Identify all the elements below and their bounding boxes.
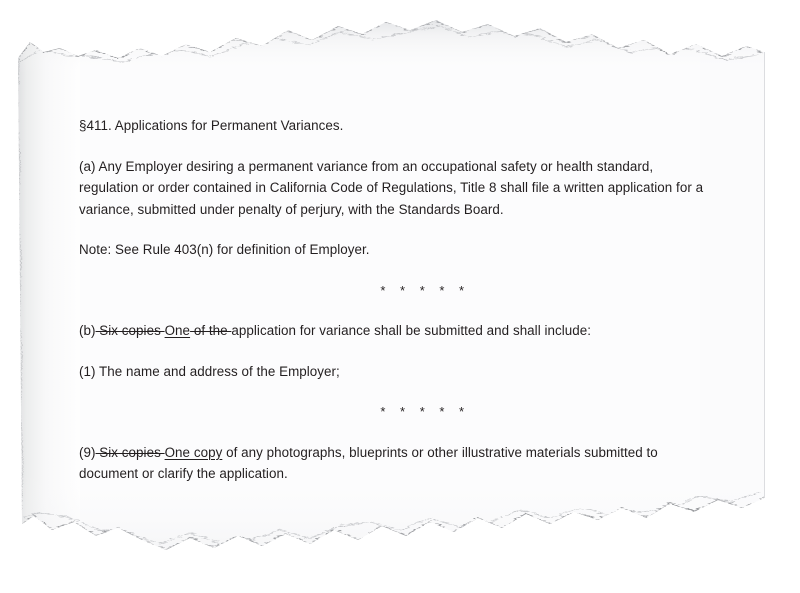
asterisk-separator-2: * * * * * <box>380 404 470 419</box>
asterisk-separator-1: * * * * * <box>380 282 470 298</box>
paragraph-9-struck-text-1: Six copies <box>95 444 165 460</box>
paragraph-b-inserted-text-1: One <box>164 323 191 338</box>
note-line: Note: See Rule 403(n) for definition of Employer. <box>79 242 370 257</box>
paragraph-9-inserted-text-1: One copy <box>164 444 223 460</box>
section-heading: §411. Applications for Permanent Variances. <box>79 118 344 133</box>
paragraph-a: (a) Any Employer desiring a permanent variance from an occupational safety or health standard, regulation or order contained in California Code of Regulations, Title 8 shall file a written application for a variance, submitted under penalty of perjury, with the Standards Board. <box>79 158 704 217</box>
paragraph-b-number: (b) <box>79 323 96 338</box>
paragraph-b <box>79 320 711 342</box>
paragraph-b-struck-text-1: Six copies <box>95 323 165 338</box>
paragraph-9 <box>79 442 711 485</box>
paragraph-b-struck-text-2: of the <box>190 323 232 338</box>
list-item-1: (1) The name and address of the Employer; <box>79 363 340 379</box>
document-text-block <box>79 115 711 485</box>
paragraph-b-remainder: application for variance shall be submitted and shall include: <box>231 323 592 338</box>
paragraph-9-remainder: of any photographs, blueprints or other illustrative materials submitted to document or clarify the application. <box>79 444 658 481</box>
paragraph-9-number: (9) <box>79 444 96 460</box>
